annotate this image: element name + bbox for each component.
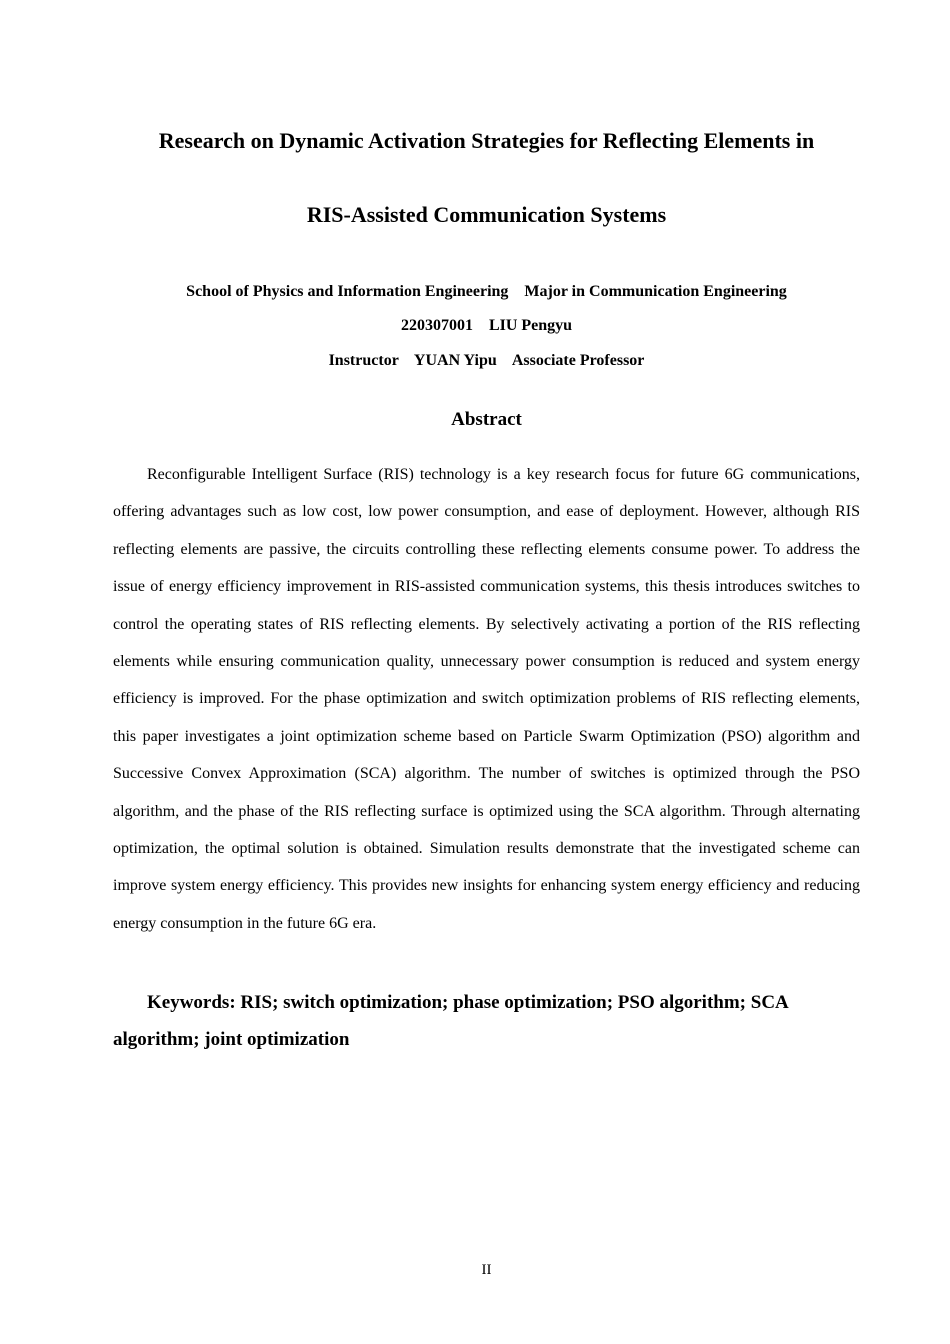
abstract-body: Reconfigurable Intelligent Surface (RIS) technology is a key research focus for future 6G communications, offering advantages such as low cost, low power consumption, and ease of deployment. However, although RIS reflecting elements are passive, the circuits controlling these reflecting elements consume power. To address the issue of energy efficiency improvement in RIS-assisted communication systems, this thesis introduces switches to control the operating states of RIS reflecting elements. By selectively activating a portion of the RIS reflecting elements while ensuring communication quality, unnecessary power consumption is reduced and system energy efficiency is improved. For the phase optimization and switch optimization problems of RIS reflecting elements, this paper investigates a joint optimization scheme based on Particle Swarm Optimization (PSO) algorithm and Successive Convex Approximation (SCA) algorithm. The number of switches is optimized through the PSO algorithm, and the phase of the RIS reflecting surface is optimized using the SCA algorithm. Through alternating optimization, the optimal solution is obtained. Simulation results demonstrate that the investigated scheme can improve system energy efficiency. This provides new insights for enhancing system energy efficiency and reducing energy consumption in the future 6G era. (113, 466, 860, 932)
student-line: 220307001 LIU Pengyu (400, 317, 573, 334)
keywords-paragraph: Keywords: RIS; switch optimization; phase optimization; PSO algorithm; SCA algorithm; joint optimization (113, 992, 788, 1050)
thesis-title-line-2: RIS-Assisted Communication Systems (306, 202, 667, 227)
thesis-title-line-1: Research on Dynamic Activation Strategies for Reflecting Elements in (158, 128, 815, 153)
school-major-line: School of Physics and Information Engineering Major in Communication Engineering (186, 283, 787, 300)
abstract-heading: Abstract (451, 409, 522, 430)
page-number: II (481, 1262, 492, 1278)
instructor-line: Instructor YUAN Yipu Associate Professor (328, 352, 645, 369)
